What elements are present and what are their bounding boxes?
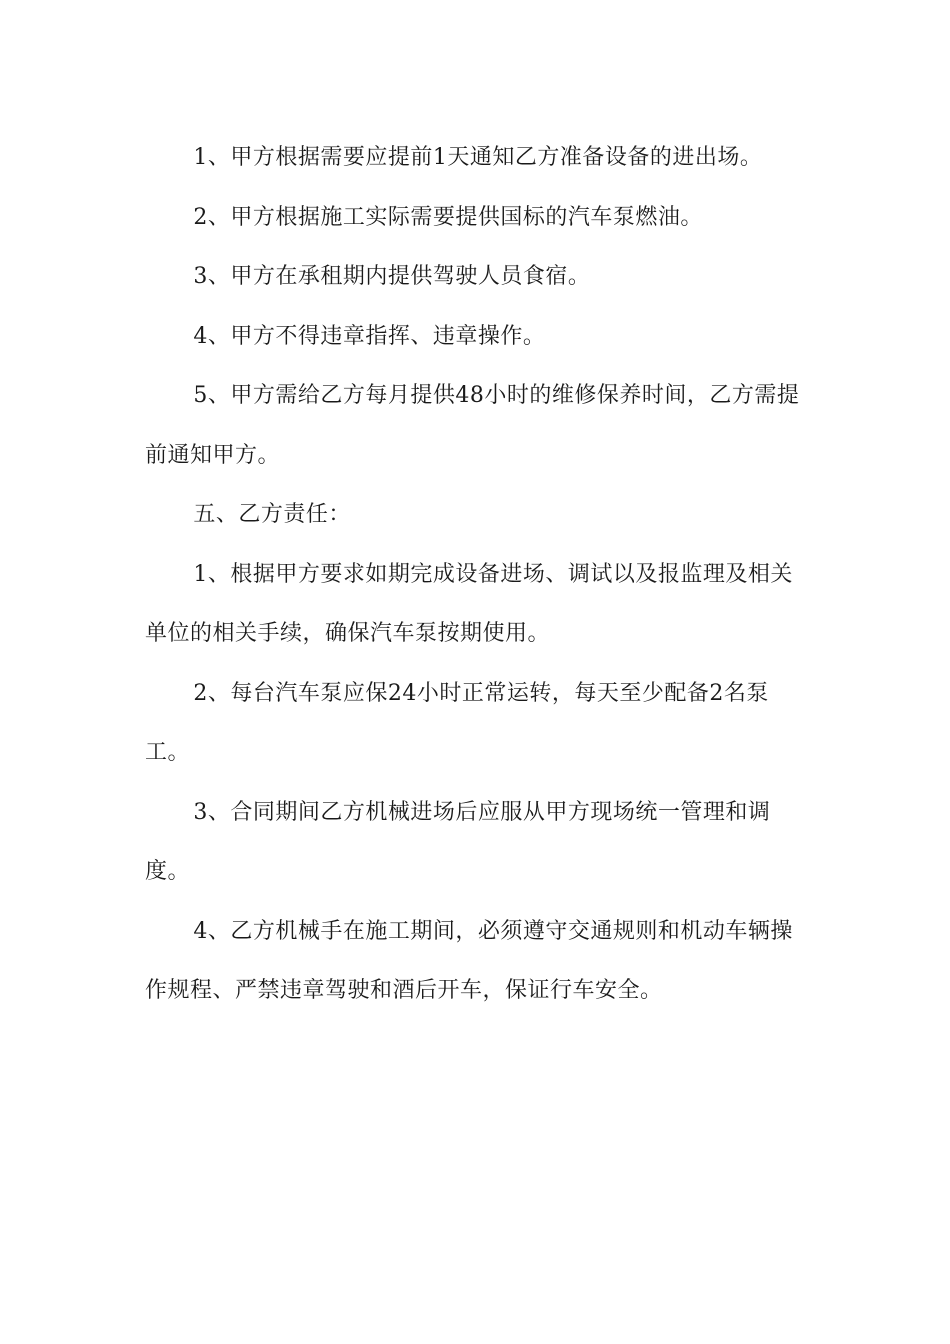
paragraph-party-a-item-5: 5、甲方需给乙方每月提供48小时的维修保养时间，乙方需提前通知甲方。 xyxy=(145,383,800,468)
paragraph-party-b-item-3: 3、合同期间乙方机械进场后应服从甲方现场统一管理和调度。 xyxy=(145,799,771,884)
paragraph-party-a-item-4: 4、甲方不得违章指挥、违章操作。 xyxy=(193,323,546,349)
paragraph-party-b-item-1: 1、根据甲方要求如期完成设备进场、调试以及报监理及相关单位的相关手续，确保汽车泵按期使用。 xyxy=(145,561,793,646)
paragraph-party-a-item-3: 3、甲方在承租期内提供驾驶人员食宿。 xyxy=(193,264,591,289)
section-heading-party-b: 五、乙方责任： xyxy=(193,502,351,527)
paragraph-party-a-item-1: 1、甲方根据需要应提前1天通知乙方准备设备的进出场。 xyxy=(193,145,763,170)
document-body xyxy=(145,128,810,1021)
paragraph-party-b-item-2: 2、每台汽车泵应保24小时正常运转，每天至少配备2名泵工。 xyxy=(145,680,769,765)
paragraph-party-a-item-2: 2、甲方根据施工实际需要提供国标的汽车泵燃油。 xyxy=(193,204,703,230)
paragraph-party-b-item-4: 4、乙方机械手在施工期间，必须遵守交通规则和机动车辆操作规程、严禁违章驾驶和酒后开车，保证行车安全。 xyxy=(145,918,793,1003)
